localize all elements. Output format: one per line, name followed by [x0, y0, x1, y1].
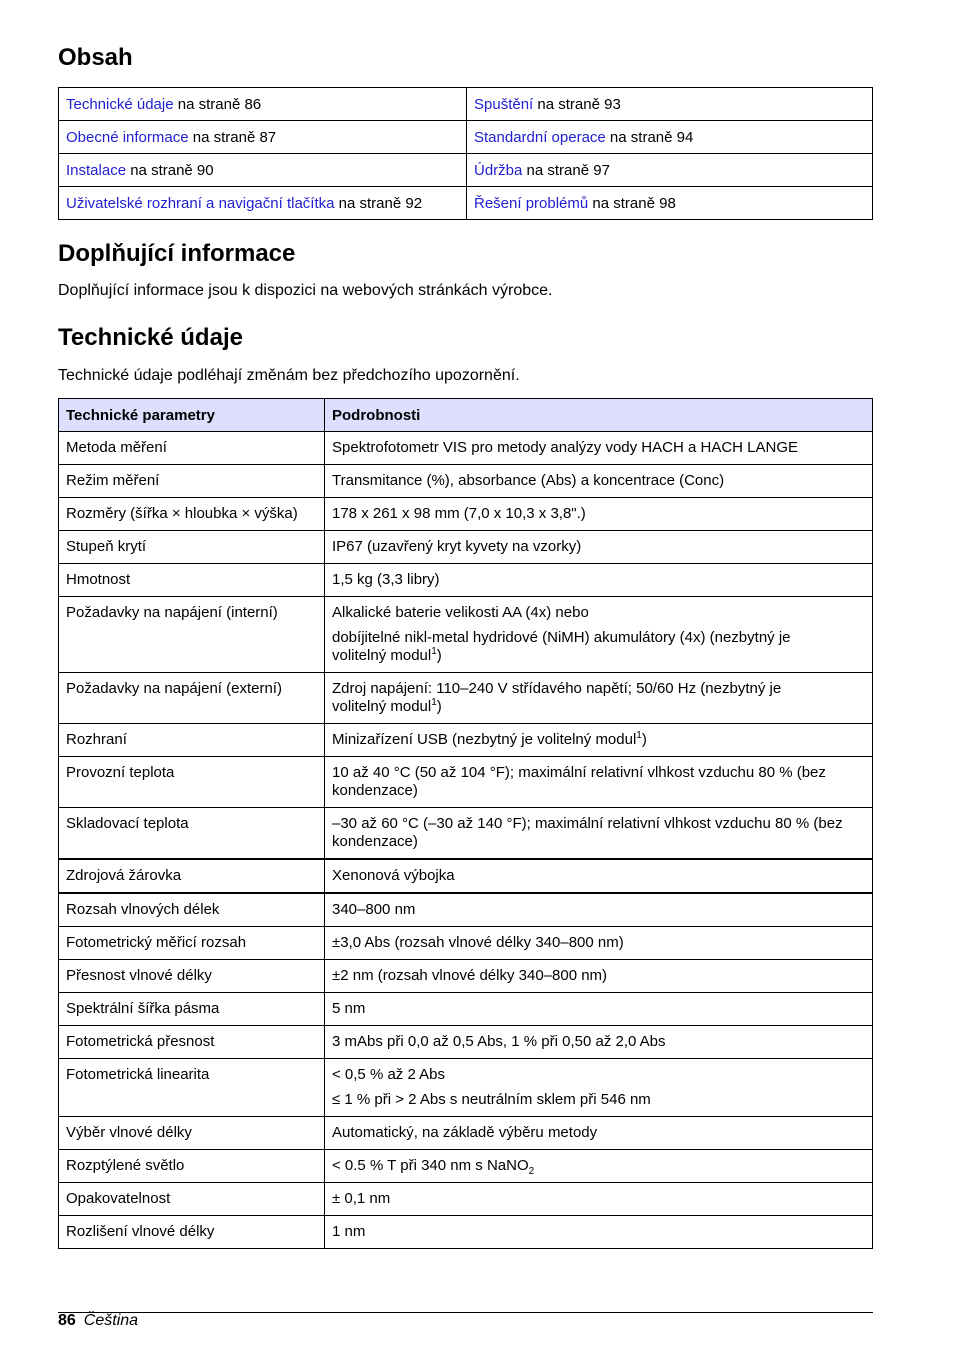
spec-name: Fotometrická přesnost — [59, 1026, 325, 1059]
toc-page: na straně 86 — [173, 95, 262, 113]
table-row — [59, 1216, 873, 1249]
spec-value — [325, 1059, 873, 1117]
subscript: 2 — [528, 1166, 535, 1177]
spec-value — [325, 673, 873, 724]
footnote-ref: 1 — [431, 697, 437, 708]
table-row — [59, 757, 873, 808]
table-row — [59, 1150, 873, 1183]
spec-name: Provozní teplota — [59, 757, 325, 808]
spec-name: Zdrojová žárovka — [59, 859, 325, 893]
toc-cell — [467, 187, 873, 220]
spec-value: IP67 (uzavřený kryt kyvety na vzorky) — [325, 531, 873, 564]
toc-row — [59, 121, 873, 154]
spec-value — [325, 1150, 873, 1183]
spec-name: Rozlišení vlnové délky — [59, 1216, 325, 1249]
spec-name: Fotometrický měřicí rozsah — [59, 927, 325, 960]
table-row — [59, 1026, 873, 1059]
table-row — [59, 432, 873, 465]
spec-value-text: < 0.5 % T při 340 nm s NaNO — [332, 1157, 529, 1174]
toc-page: na straně 87 — [188, 128, 277, 146]
toc-link[interactable]: Technické údaje — [66, 95, 174, 113]
spec-value: ±3,0 Abs (rozsah vlnové délky 340–800 nm) — [325, 927, 873, 960]
toc-cell — [59, 88, 467, 121]
spec-value-line: ≤ 1 % při > 2 Abs s neutrálním sklem při 546 nm — [332, 1091, 651, 1108]
header-details: Podrobnosti — [325, 399, 873, 432]
toc-cell — [467, 154, 873, 187]
spec-value-text: dobíjitelné nikl-metal hydridové (NiMH) akumulátory (4x) (nezbytný je volitelný modul — [332, 629, 791, 664]
toc-link[interactable]: Standardní operace — [474, 128, 606, 146]
toc-cell — [59, 154, 467, 187]
specs-intro: Technické údaje podléhají změnám bez předchozího upozornění. — [58, 367, 520, 384]
spec-value: –30 až 60 °C (–30 až 140 °F); maximální relativní vlhkost vzduchu 80 % (bez kondenzace) — [325, 808, 873, 860]
page-number: 86 — [58, 1312, 76, 1329]
specs-table — [58, 398, 873, 1249]
spec-name: Skladovací teplota — [59, 808, 325, 860]
toc-link[interactable]: Spuštění — [474, 95, 534, 113]
table-row — [59, 465, 873, 498]
footer-language: Čeština — [83, 1312, 139, 1329]
spec-value: ± 0,1 nm — [325, 1183, 873, 1216]
specs-header-row — [59, 399, 873, 432]
spec-value-line: < 0,5 % až 2 Abs — [332, 1066, 445, 1083]
toc-page: na straně 94 — [605, 128, 694, 146]
spec-name: Rozsah vlnových délek — [59, 893, 325, 927]
spec-value: 1,5 kg (3,3 libry) — [325, 564, 873, 597]
toc-link[interactable]: Řešení problémů — [474, 194, 589, 212]
extra-info-heading: Doplňující informace — [58, 240, 296, 267]
table-row — [59, 859, 873, 893]
spec-value-text: ) — [436, 698, 442, 715]
table-row — [59, 993, 873, 1026]
spec-value: Transmitance (%), absorbance (Abs) a koncentrace (Conc) — [325, 465, 873, 498]
toc-cell — [59, 121, 467, 154]
spec-value: Spektrofotometr VIS pro metody analýzy vody HACH a HACH LANGE — [325, 432, 873, 465]
table-row — [59, 724, 873, 757]
toc-row — [59, 187, 873, 220]
toc-page: na straně 90 — [126, 161, 214, 179]
spec-value: Automatický, na základě výběru metody — [325, 1117, 873, 1150]
spec-value: 3 mAbs při 0,0 až 0,5 Abs, 1 % při 0,50 až 2,0 Abs — [325, 1026, 873, 1059]
spec-name: Metoda měření — [59, 432, 325, 465]
table-row — [59, 597, 873, 673]
spec-value-text: ) — [641, 731, 647, 748]
spec-value — [325, 597, 873, 673]
header-parameter: Technické parametry — [59, 399, 325, 432]
toc-cell — [59, 187, 467, 220]
toc-row — [59, 154, 873, 187]
spec-name: Rozměry (šířka × hloubka × výška) — [59, 498, 325, 531]
spec-value: ±2 nm (rozsah vlnové délky 340–800 nm) — [325, 960, 873, 993]
toc-cell — [467, 88, 873, 121]
table-row — [59, 960, 873, 993]
extra-info-text: Doplňující informace jsou k dispozici na webových stránkách výrobce. — [58, 282, 553, 299]
toc-row — [59, 88, 873, 121]
spec-name: Stupeň krytí — [59, 531, 325, 564]
table-row — [59, 1059, 873, 1117]
table-row — [59, 498, 873, 531]
spec-value: 10 až 40 °C (50 až 104 °F); maximální relativní vlhkost vzduchu 80 % (bez kondenzace) — [325, 757, 873, 808]
spec-value-line — [332, 629, 865, 665]
spec-name: Fotometrická linearita — [59, 1059, 325, 1117]
spec-value-text: Minizařízení USB (nezbytný je volitelný modul — [332, 731, 637, 748]
table-row — [59, 927, 873, 960]
spec-name: Spektrální šířka pásma — [59, 993, 325, 1026]
table-row — [59, 808, 873, 860]
table-row — [59, 673, 873, 724]
toc-table — [58, 87, 873, 220]
footnote-ref: 1 — [431, 646, 437, 657]
spec-name: Požadavky na napájení (externí) — [59, 673, 325, 724]
spec-name: Přesnost vlnové délky — [59, 960, 325, 993]
spec-name: Rozptýlené světlo — [59, 1150, 325, 1183]
spec-value: 5 nm — [325, 993, 873, 1026]
toc-page: na straně 98 — [588, 194, 676, 212]
table-row — [59, 531, 873, 564]
table-row — [59, 564, 873, 597]
table-row — [59, 1117, 873, 1150]
toc-page: na straně 92 — [334, 194, 423, 212]
spec-value: 178 x 261 x 98 mm (7,0 x 10,3 x 3,8".) — [325, 498, 873, 531]
spec-name: Rozhraní — [59, 724, 325, 757]
toc-link[interactable]: Obecné informace — [66, 128, 189, 146]
spec-name: Výběr vlnové délky — [59, 1117, 325, 1150]
toc-page: na straně 93 — [533, 95, 621, 113]
spec-value: 340–800 nm — [325, 893, 873, 927]
spec-name: Režim měření — [59, 465, 325, 498]
spec-value: 1 nm — [325, 1216, 873, 1249]
toc-heading: Obsah — [58, 44, 133, 71]
spec-value: Xenonová výbojka — [325, 859, 873, 893]
page-footer — [58, 1312, 138, 1330]
footer-divider — [58, 1312, 873, 1313]
spec-name: Hmotnost — [59, 564, 325, 597]
spec-value-line: Alkalické baterie velikosti AA (4x) nebo — [332, 604, 589, 621]
spec-name: Požadavky na napájení (interní) — [59, 597, 325, 673]
toc-link[interactable]: Instalace — [66, 161, 127, 179]
table-row — [59, 893, 873, 927]
toc-link[interactable]: Uživatelské rozhraní a navigační tlačítka — [66, 194, 335, 212]
toc-cell — [467, 121, 873, 154]
table-row — [59, 1183, 873, 1216]
specs-heading: Technické údaje — [58, 324, 243, 351]
spec-value-text: ) — [436, 647, 442, 664]
spec-value — [325, 724, 873, 757]
footnote-ref: 1 — [636, 730, 642, 741]
toc-link[interactable]: Údržba — [474, 161, 523, 179]
spec-value-text: Zdroj napájení: 110–240 V střídavého napětí; 50/60 Hz (nezbytný je volitelný modul — [332, 680, 782, 715]
spec-name: Opakovatelnost — [59, 1183, 325, 1216]
toc-page: na straně 97 — [522, 161, 610, 179]
